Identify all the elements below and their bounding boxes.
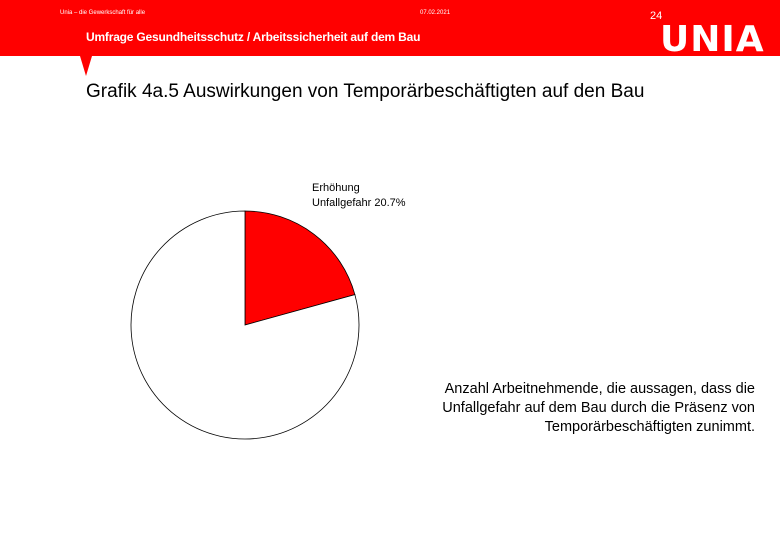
pie-slice-label-0: Erhöhung Unfallgefahr 20.7%	[312, 182, 406, 209]
page-number: 24	[650, 10, 663, 22]
chart-note: Anzahl Arbeitnehmende, die aussagen, dass die Unfallgefahr auf dem Bau durch die Präsenz von Temporärbeschäftigten zunimmt.	[442, 381, 755, 435]
chart-title: Grafik 4a.5 Auswirkungen von Temporärbeschäftigten auf den Bau	[86, 81, 645, 102]
header-date: 07.02.2021	[420, 10, 451, 16]
unia-logo: UNIA	[660, 19, 765, 60]
header-left-text: Unia – die Gewerkschaft für alle	[60, 10, 146, 16]
header-subtitle: Umfrage Gesundheitsschutz / Arbeitssicherheit auf dem Bau	[86, 30, 421, 44]
